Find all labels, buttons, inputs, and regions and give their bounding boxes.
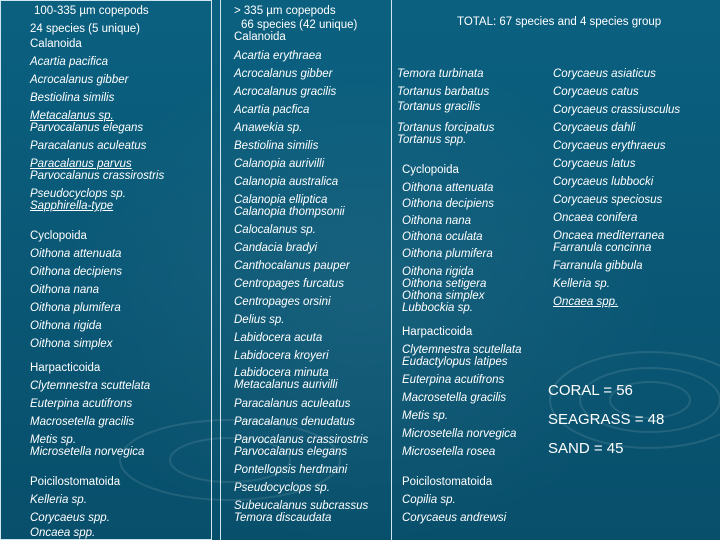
- species-item: Parvocalanus elegans: [234, 446, 348, 458]
- species-item: Clytemnestra scuttelata: [30, 380, 151, 392]
- species-item: Acrocalanus gracilis: [234, 86, 337, 98]
- species-item: Macrosetella gracilis: [30, 416, 135, 428]
- species-item: Oithona rigida: [402, 266, 474, 278]
- species-item: Eudactylopus latipes: [402, 356, 508, 368]
- species-item: Labidocera kroyeri: [234, 350, 329, 362]
- species-item: Candacia bradyi: [234, 242, 318, 254]
- species-item: Calanopia australica: [234, 176, 339, 188]
- species-item: Anawekia sp.: [234, 122, 303, 134]
- species-item: Tortanus barbatus: [397, 86, 490, 98]
- seagrass-count: SEAGRASS = 48: [548, 411, 665, 428]
- species-item: Corycaeus catus: [553, 86, 639, 98]
- species-item: Tortanus gracilis: [397, 101, 481, 113]
- species-item: Oncaea conifera: [553, 212, 638, 224]
- species-item: Oithona rigida: [30, 320, 102, 332]
- species-item: Corycaeus spp.: [30, 512, 110, 524]
- species-item: Canthocalanus pauper: [234, 260, 350, 272]
- col1-harpacticoida-title: Harpacticoida: [30, 362, 101, 374]
- species-item: Centropages orsini: [234, 296, 331, 308]
- species-item: Copilia sp.: [402, 494, 456, 506]
- species-item: Parvocalanus crassirostris: [234, 434, 369, 446]
- col2-header-count: 66 species (42 unique): [241, 19, 358, 31]
- species-item: Corycaeus latus: [553, 158, 636, 170]
- species-item: Temora turbinata: [397, 68, 484, 80]
- species-item: Metis sp.: [30, 434, 77, 446]
- species-item: Oithona attenuata: [30, 248, 122, 260]
- species-item: Sapphirella-type: [30, 200, 114, 212]
- species-item: Microsetella rosea: [402, 446, 496, 458]
- species-item: Centropages furcatus: [234, 278, 344, 290]
- species-item: Calanopia elliptica: [234, 194, 328, 206]
- coral-count: CORAL = 56: [548, 382, 633, 399]
- species-item: Pseudocyclops sp.: [30, 188, 126, 200]
- species-item: Oncaea spp.: [30, 527, 96, 539]
- col1-cyclopoida-title: Cyclopoida: [30, 230, 87, 242]
- species-item: Oithona decipiens: [30, 266, 123, 278]
- species-item: Oithona attenuata: [402, 182, 494, 194]
- species-item: Paracalanus parvus: [30, 158, 132, 170]
- species-item: Oithona oculata: [402, 231, 483, 243]
- species-item: Clytemnestra scutellata: [402, 344, 522, 356]
- species-item: Calanopia thompsonii: [234, 206, 345, 218]
- total-summary: TOTAL: 67 species and 4 species group: [457, 16, 662, 28]
- species-item: Oithona plumifera: [30, 302, 121, 314]
- species-item: Paracalanus denudatus: [234, 416, 355, 428]
- species-item: Corycaeus lubbocki: [553, 176, 654, 188]
- species-item: Subeucalanus subcrassus: [234, 500, 369, 512]
- species-item: Corycaeus erythraeus: [553, 140, 666, 152]
- col3-poecilo-title: Poicilostomatoida: [402, 476, 493, 488]
- species-item: Corycaeus asiaticus: [553, 68, 656, 80]
- species-item: Microsetella norvegica: [402, 428, 517, 440]
- col3-harpacticoida-title: Harpacticoida: [402, 326, 473, 338]
- col1-header-count: 24 species (5 unique): [30, 23, 140, 35]
- species-item: Oithona simplex: [402, 290, 485, 302]
- species-item: Parvocalanus crassirostris: [30, 170, 165, 182]
- species-item: Macrosetella gracilis: [402, 392, 507, 404]
- species-item: Euterpina acutifrons: [30, 398, 133, 410]
- species-item: Metis sp.: [402, 410, 449, 422]
- species-item: Acrocalanus gibber: [30, 74, 129, 86]
- col1-poecilo-title: Poicilostomatoida: [30, 476, 121, 488]
- species-item: Delius sp.: [234, 314, 285, 326]
- species-item: Metacalanus aurivilli: [234, 379, 338, 391]
- species-item: Kelleria sp.: [553, 278, 610, 290]
- species-item: Acartia pacifica: [30, 56, 108, 68]
- col2-calanoida-title: Calanoida: [234, 31, 286, 43]
- sand-count: SAND = 45: [548, 440, 624, 457]
- species-item: Bestiolina similis: [234, 140, 319, 152]
- species-item: Microsetella norvegica: [30, 446, 145, 458]
- col1-calanoida-title: Calanoida: [30, 38, 82, 50]
- species-item: Calanopia aurivilli: [234, 158, 325, 170]
- species-item: Tortanus forcipatus: [397, 122, 495, 134]
- species-item: Paracalanus aculeatus: [30, 140, 147, 152]
- species-item: Acrocalanus gibber: [234, 68, 333, 80]
- species-item: Farranula gibbula: [553, 260, 643, 272]
- species-item: Metacalanus sp.: [30, 110, 114, 122]
- species-item: Euterpina acutifrons: [402, 374, 505, 386]
- species-item: Kelleria sp.: [30, 494, 87, 506]
- species-item: Lubbockia sp.: [402, 302, 473, 314]
- species-item: Labidocera acuta: [234, 332, 323, 344]
- species-item: Calocalanus sp.: [234, 224, 316, 236]
- species-item: Parvocalanus elegans: [30, 122, 144, 134]
- species-item: Acartia pacfica: [234, 104, 310, 116]
- species-item: Corycaeus andrewsi: [402, 512, 507, 524]
- species-item: Oithona decipiens: [402, 198, 495, 210]
- species-item: Tortanus spp.: [397, 134, 467, 146]
- species-item: Oithona plumifera: [402, 248, 493, 260]
- species-item: Oithona setigera: [402, 278, 487, 290]
- species-item: Temora discaudata: [234, 512, 332, 524]
- species-item: Pontellopsis herdmani: [234, 464, 348, 476]
- species-item: Farranula concinna: [553, 242, 652, 254]
- species-item: Pseudocyclops sp.: [234, 482, 330, 494]
- species-item: Corycaeus crassiusculus: [553, 104, 681, 116]
- species-item: Corycaeus dahli: [553, 122, 636, 134]
- species-item: Labidocera minuta: [234, 367, 329, 379]
- species-item: Oithona nana: [402, 215, 472, 227]
- species-item: Oithona simplex: [30, 338, 113, 350]
- col3-cyclopoida-title: Cyclopoida: [402, 164, 459, 176]
- species-item: Bestiolina similis: [30, 92, 115, 104]
- species-item: Oithona nana: [30, 284, 100, 296]
- species-item: Corycaeus speciosus: [553, 194, 663, 206]
- col2-header-size: > 335 µm copepods: [234, 5, 336, 17]
- species-item: Oncaea spp.: [553, 296, 619, 308]
- col1-header-size: 100-335 µm copepods: [34, 5, 149, 17]
- species-item: Acartia erythraea: [234, 50, 322, 62]
- species-item: Oncaea mediterranea: [553, 230, 665, 242]
- species-item: Paracalanus aculeatus: [234, 398, 351, 410]
